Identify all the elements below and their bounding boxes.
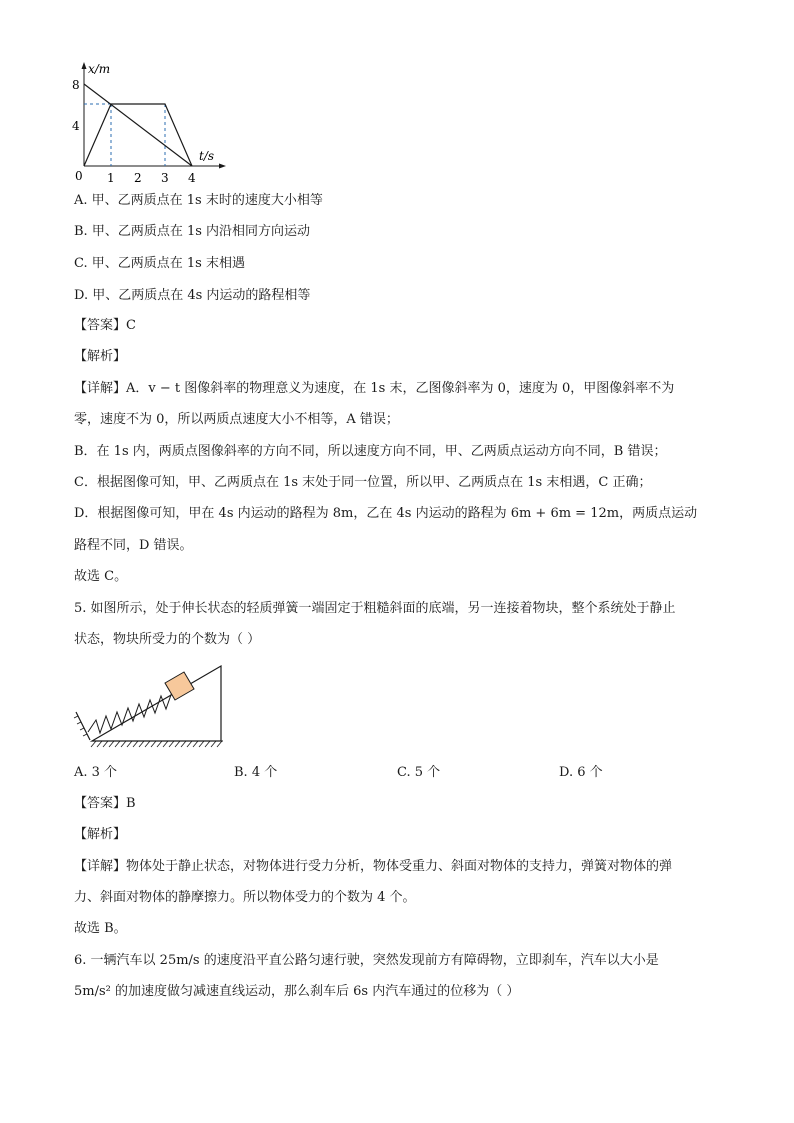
q5-stem-line-1: 5. 如图所示，处于伸长状态的轻质弹簧一端固定于粗糙斜面的底端，另一连接着物块，整个系统处于静止 [74, 601, 676, 616]
q5-answer [74, 795, 136, 813]
q4-detail-line-1: 【详解】A．v − t 图像斜率的物理意义为速度，在 1s 末，乙图像斜率为 0，速度为 0，甲图像斜率不为 [74, 381, 675, 396]
q5-conclusion: 故选 B。 [74, 921, 127, 936]
line-yi [84, 104, 192, 166]
q4-option-b: B. 甲、乙两质点在 1s 内沿相同方向运动 [74, 224, 311, 239]
y-axis-label: x/m [88, 62, 111, 76]
xt-graph [62, 58, 232, 192]
q5-option-c: C. 5 个 [397, 765, 441, 780]
q5-option-b: B. 4 个 [234, 765, 278, 780]
q4-detail-line-6: 路程不同，D 错误。 [74, 538, 193, 553]
x-axis-label: t/s [199, 149, 215, 163]
y-axis-arrow [82, 62, 87, 69]
q4-answer [74, 317, 136, 335]
q4-option-d: D. 甲、乙两质点在 4s 内运动的路程相等 [74, 288, 311, 303]
q5-answer-label: 【答案】 [74, 796, 127, 811]
q4-detail-line-5: D．根据图像可知，甲在 4s 内运动的路程为 8m，乙在 4s 内运动的路程为 6m + 6m = 12m，两质点运动 [74, 506, 698, 521]
y-tick-4: 4 [72, 119, 80, 133]
q4-option-a: A. 甲、乙两质点在 1s 末时的速度大小相等 [74, 193, 323, 208]
incline-spring-diagram [66, 658, 236, 757]
x-tick-4: 4 [188, 171, 196, 185]
incline [92, 666, 221, 741]
line-jia [84, 84, 192, 166]
y-tick-8: 8 [72, 78, 80, 92]
x-tick-2: 2 [134, 171, 142, 185]
q4-detail-line-3: B．在 1s 内，两质点图像斜率的方向不同，所以速度方向不同，甲、乙两质点运动方向不同，B 错误； [74, 444, 667, 459]
q6-stem-line-1: 6. 一辆汽车以 25m/s 的速度沿平直公路匀速行驶，突然发现前方有障碍物，立即刹车，汽车以大小是 [74, 953, 659, 968]
q5-analysis-label: 【解析】 [74, 827, 127, 842]
origin-label: 0 [75, 169, 83, 183]
q4-conclusion: 故选 C。 [74, 569, 128, 584]
q4-detail-line-2: 零，速度不为 0，所以两质点速度大小不相等，A 错误； [74, 412, 399, 427]
q5-option-a: A. 3 个 [74, 765, 118, 780]
x-tick-1: 1 [107, 171, 115, 185]
ground-hatching [91, 741, 222, 747]
q4-answer-value: C [126, 318, 136, 333]
q5-option-d: D. 6 个 [559, 765, 603, 780]
q4-detail-line-4: C．根据图像可知，甲、乙两质点在 1s 末处于同一位置，所以甲、乙两质点在 1s 末相遇，C 正确； [74, 475, 652, 490]
spring [88, 692, 175, 733]
q5-answer-value: B [126, 796, 136, 811]
x-axis-arrow [219, 164, 226, 169]
wall-hatching [74, 716, 87, 736]
q4-option-c: C. 甲、乙两质点在 1s 末相遇 [74, 256, 245, 271]
q5-detail-line-1: 【详解】物体处于静止状态，对物体进行受力分析，物体受重力、斜面对物体的支持力，弹簧对物体的弹 [74, 859, 673, 874]
q4-answer-label: 【答案】 [74, 318, 127, 333]
q5-stem-line-2: 状态，物块所受力的个数为（ ） [74, 632, 261, 647]
x-tick-3: 3 [161, 171, 169, 185]
q4-analysis-label: 【解析】 [74, 349, 127, 364]
q5-detail-line-2: 力、斜面对物体的静摩擦力。所以物体受力的个数为 4 个。 [74, 890, 416, 905]
q6-stem-line-2: 5m/s² 的加速度做匀减速直线运动，那么刹车后 6s 内汽车通过的位移为（ ） [74, 984, 520, 999]
